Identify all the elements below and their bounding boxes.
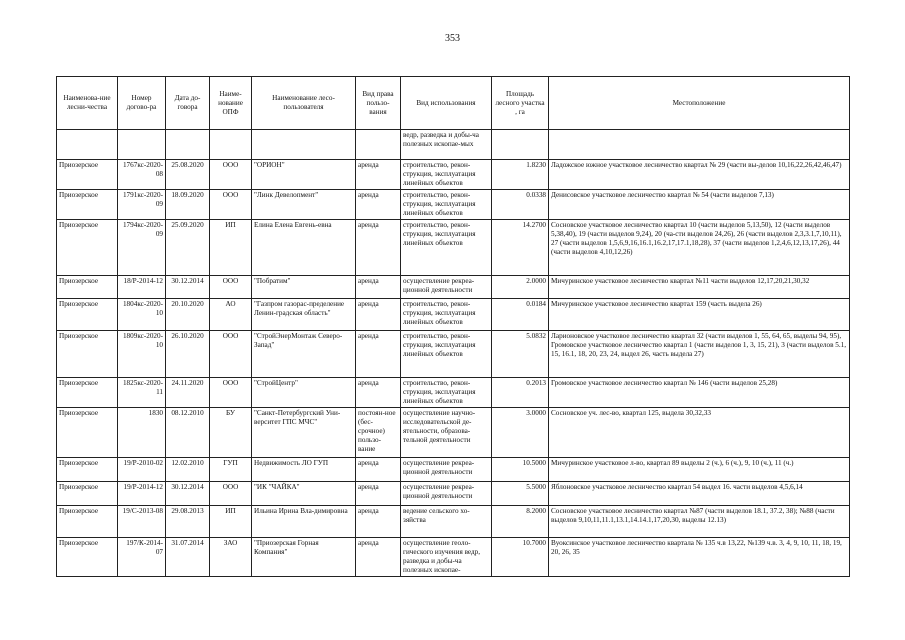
location-cell: Мичуринское участковое лесничество квартал №11 части выделов 12,17,20,21,30,32	[549, 276, 850, 299]
location-cell: Вуоксинское участковое лесничество квартала № 135 ч.в 13,22, №139 ч.в. 3, 4, 9, 10, 11, 18, 19, 20, 26, 35	[549, 538, 850, 577]
table-row	[57, 276, 850, 299]
forest-user-cell: Недвижимость ЛО ГУП	[252, 458, 356, 482]
legal-form-cell: ИП	[210, 220, 252, 276]
forest-user-cell: "Приозерская Горная Компания"	[252, 538, 356, 577]
forest-user-cell: "ИК "ЧАЙКА"	[252, 482, 356, 506]
area-cell: 14.2700	[492, 220, 549, 276]
column-header-contract-date: Дата до-говора	[166, 77, 210, 130]
forestry-cell: Приозерское	[57, 190, 118, 220]
contract-date-cell: 30.12.2014	[166, 276, 210, 299]
contract-date-cell	[166, 130, 210, 160]
right-type-cell: аренда	[356, 299, 401, 331]
forest-user-cell: "СтройЭнерМонтаж Северо-Запад"	[252, 331, 356, 378]
table-row	[57, 408, 850, 458]
contract-number-cell: 1825кс-2020-11	[118, 378, 166, 408]
right-type-cell: аренда	[356, 538, 401, 577]
right-type-cell	[356, 130, 401, 160]
contract-number-cell: 19/Р-2014-12	[118, 482, 166, 506]
forestry-cell: Приозерское	[57, 408, 118, 458]
location-cell: Мичуринское участковое л-во, квартал 89 выделы 2 (ч.), 6 (ч.), 9, 10 (ч.), 11 (ч.)	[549, 458, 850, 482]
right-type-cell: аренда	[356, 190, 401, 220]
table-header-row	[57, 77, 850, 130]
location-cell: Мичуринское участковое лесничество квартал 159 (часть выдела 26)	[549, 299, 850, 331]
forest-user-cell: "Газпром газорас-пределение Ленин-градская область"	[252, 299, 356, 331]
area-cell: 1.8230	[492, 160, 549, 190]
area-cell: 0.2013	[492, 378, 549, 408]
area-cell: 5.0832	[492, 331, 549, 378]
lease-registry-table	[56, 76, 850, 577]
use-type-cell: осуществление рекреа-ционной деятельности	[401, 276, 492, 299]
area-cell: 2.0000	[492, 276, 549, 299]
right-type-cell: аренда	[356, 482, 401, 506]
column-header-forestry: Наименова-ние лесни-чества	[57, 77, 118, 130]
page-number: 353	[445, 33, 460, 44]
location-cell: Сосновское уч. лес-во, квартал 125, выдела 30,32,33	[549, 408, 850, 458]
location-cell: Ладожское южное участковое лесничество квартал № 29 (части вы-делов 10,16,22,26,42,46,47)	[549, 160, 850, 190]
location-cell: Яблоновское участковое лесничество квартал 54 выдел 16. части выделов 4,5,6,14	[549, 482, 850, 506]
contract-date-cell: 25.08.2020	[166, 160, 210, 190]
use-type-cell: ведение сельского хо-зяйства	[401, 506, 492, 538]
column-header-area: Площадь лесного участка , га	[492, 77, 549, 130]
area-cell: 10.5000	[492, 458, 549, 482]
location-cell: Сосновское участковое лесничество квартал №87 (части выделов 18.1, 37.2, 38); №88 (части выделов 9,10,11,11.1,13.1,14.14.1,17,20,30, выделы 12.13)	[549, 506, 850, 538]
contract-date-cell: 26.10.2020	[166, 331, 210, 378]
legal-form-cell: АО	[210, 299, 252, 331]
forestry-cell: Приозерское	[57, 331, 118, 378]
contract-number-cell	[118, 130, 166, 160]
table-body	[57, 130, 850, 577]
contract-number-cell: 1830	[118, 408, 166, 458]
contract-date-cell: 30.12.2014	[166, 482, 210, 506]
use-type-cell: осуществление рекреа-ционной деятельности	[401, 482, 492, 506]
forestry-cell	[57, 130, 118, 160]
column-header-location: Местоположение	[549, 77, 850, 130]
contract-date-cell: 12.02.2010	[166, 458, 210, 482]
contract-number-cell: 18/Р-2014-12	[118, 276, 166, 299]
table-row	[57, 482, 850, 506]
forest-user-cell: Ильина Ирина Вла-димировна	[252, 506, 356, 538]
use-type-cell: строительство, рекон-струкция, эксплуатация линейных объектов	[401, 160, 492, 190]
legal-form-cell	[210, 130, 252, 160]
area-cell: 0.0338	[492, 190, 549, 220]
right-type-cell: аренда	[356, 331, 401, 378]
forest-user-cell: "СтройЦентр"	[252, 378, 356, 408]
legal-form-cell: БУ	[210, 408, 252, 458]
contract-number-cell: 197/К-2014-07	[118, 538, 166, 577]
right-type-cell: аренда	[356, 220, 401, 276]
forestry-cell: Приозерское	[57, 299, 118, 331]
right-type-cell: аренда	[356, 276, 401, 299]
area-cell: 0.0184	[492, 299, 549, 331]
table-row	[57, 299, 850, 331]
use-type-cell: осуществление геоло-гического изучения ведр, разведка и добы-ча полезных ископае-	[401, 538, 492, 577]
contract-date-cell: 08.12.2010	[166, 408, 210, 458]
use-type-cell: ведр, разведка и добы-ча полезных ископае-мых	[401, 130, 492, 160]
use-type-cell: строительство, рекон-струкция, эксплуатация линейных объектов	[401, 378, 492, 408]
use-type-cell: строительство, рекон-струкция, эксплуатация линейных объектов	[401, 331, 492, 378]
table-row	[57, 130, 850, 160]
right-type-cell: аренда	[356, 458, 401, 482]
area-cell: 5.5000	[492, 482, 549, 506]
table-row	[57, 331, 850, 378]
location-cell: Денисовское участковое лесничество квартал № 54 (части выделов 7,13)	[549, 190, 850, 220]
legal-form-cell: ООО	[210, 276, 252, 299]
contract-number-cell: 1767кс-2020-08	[118, 160, 166, 190]
contract-date-cell: 29.08.2013	[166, 506, 210, 538]
contract-date-cell: 18.09.2020	[166, 190, 210, 220]
forestry-cell: Приозерское	[57, 160, 118, 190]
contract-number-cell: 19/Р-2010-02	[118, 458, 166, 482]
contract-date-cell: 24.11.2020	[166, 378, 210, 408]
right-type-cell: постоян-ное (бес-срочное) пользо-вание	[356, 408, 401, 458]
legal-form-cell: ООО	[210, 482, 252, 506]
use-type-cell: строительство, рекон-струкция, эксплуатация линейных объектов	[401, 299, 492, 331]
right-type-cell: аренда	[356, 378, 401, 408]
forest-user-cell: "Линк Девелопмент"	[252, 190, 356, 220]
area-cell: 8.2000	[492, 506, 549, 538]
table-row	[57, 458, 850, 482]
forest-user-cell: "ОРИОН"	[252, 160, 356, 190]
forest-user-cell: "Санкт-Петербургский Уни-верситет ГПС МЧС"	[252, 408, 356, 458]
table-row	[57, 378, 850, 408]
forestry-cell: Приозерское	[57, 220, 118, 276]
table-row	[57, 190, 850, 220]
column-header-forest-user: Наименование лесо-пользователя	[252, 77, 356, 130]
legal-form-cell: ЗАО	[210, 538, 252, 577]
use-type-cell: строительство, рекон-струкция, эксплуатация линейных объектов	[401, 220, 492, 276]
table-row	[57, 160, 850, 190]
column-header-right-type: Вид права пользо-вания	[356, 77, 401, 130]
table-row	[57, 220, 850, 276]
contract-number-cell: 1794кс-2020-09	[118, 220, 166, 276]
right-type-cell: аренда	[356, 506, 401, 538]
column-header-legal-form: Наиме-нование ОПФ	[210, 77, 252, 130]
forestry-cell: Приозерское	[57, 276, 118, 299]
use-type-cell: осуществление научно-исследовательской де-ятельности, образова-тельной деятельности	[401, 408, 492, 458]
contract-number-cell: 1804кс-2020-10	[118, 299, 166, 331]
area-cell: 10.7000	[492, 538, 549, 577]
forest-user-cell: "Побратим"	[252, 276, 356, 299]
legal-form-cell: ООО	[210, 190, 252, 220]
contract-date-cell: 20.10.2020	[166, 299, 210, 331]
contract-number-cell: 19/С-2013-08	[118, 506, 166, 538]
legal-form-cell: ООО	[210, 160, 252, 190]
forestry-cell: Приозерское	[57, 458, 118, 482]
column-header-use-type: Вид использования	[401, 77, 492, 130]
forest-user-cell	[252, 130, 356, 160]
forestry-cell: Приозерское	[57, 482, 118, 506]
forestry-cell: Приозерское	[57, 378, 118, 408]
contract-number-cell: 1791кс-2020-09	[118, 190, 166, 220]
location-cell: Ларионовское участковое лесничество квартал 32 (части выделов 1, 55, 64, 65, выделы 94, 95), Громовское участковое лесничество квартал 1 (части выделов 1, 3, 15, 21), 3 (части выделов 5.1, 15, 16.1, 18, 20, 23, 24, выдел 26, часть выдела 27)	[549, 331, 850, 378]
area-cell: 3.0000	[492, 408, 549, 458]
contract-number-cell: 1809кс-2020-10	[118, 331, 166, 378]
legal-form-cell: ГУП	[210, 458, 252, 482]
forestry-cell: Приозерское	[57, 538, 118, 577]
forest-user-cell: Елина Елена Евгень-евна	[252, 220, 356, 276]
use-type-cell: строительство, рекон-струкция, эксплуатация линейных объектов	[401, 190, 492, 220]
legal-form-cell: ООО	[210, 331, 252, 378]
area-cell	[492, 130, 549, 160]
legal-form-cell: ИП	[210, 506, 252, 538]
legal-form-cell: ООО	[210, 378, 252, 408]
location-cell	[549, 130, 850, 160]
column-header-contract-number: Номер догово-ра	[118, 77, 166, 130]
table-row	[57, 538, 850, 577]
use-type-cell: осуществление рекреа-ционной деятельности	[401, 458, 492, 482]
table-row	[57, 506, 850, 538]
location-cell: Громовское участковое лесничество квартал № 146 (части выделов 25,28)	[549, 378, 850, 408]
contract-date-cell: 31.07.2014	[166, 538, 210, 577]
location-cell: Сосновское участковое лесничество квартал 10 (части выделов 5,13,50), 12 (части выделов 5,38,40), 19 (части выделов 9,24), 20 (ча-сти выделов 24,26), 26 (части выделов 2,3,3.1,7,10,11), 27 (части выделов 1,5,6,9,16,16.1,16.2,17,17.1,18,28), 37 (части выделов 1,2,4,6,12,13,17,26), 44 (части выделов 4,10,12,26)	[549, 220, 850, 276]
right-type-cell: аренда	[356, 160, 401, 190]
forestry-cell: Приозерское	[57, 506, 118, 538]
contract-date-cell: 25.09.2020	[166, 220, 210, 276]
